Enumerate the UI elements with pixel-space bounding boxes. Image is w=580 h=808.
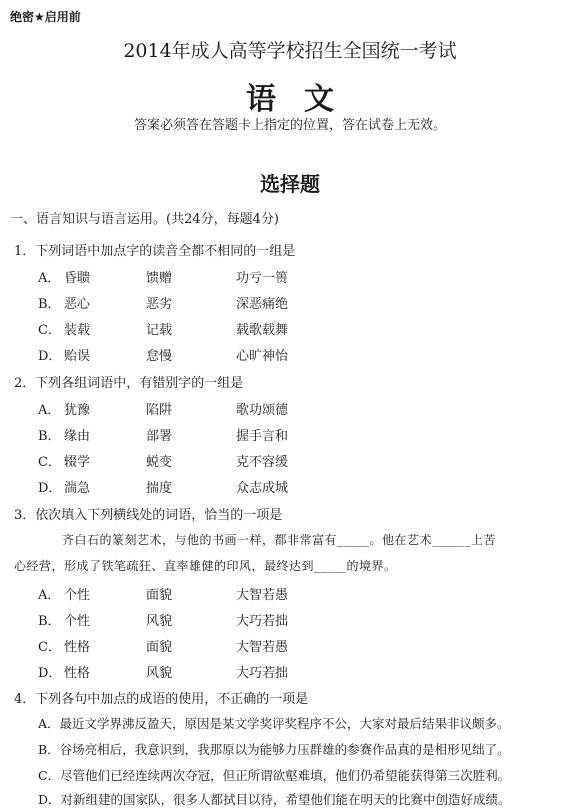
option-sentence-a: A．最近文学界沸反盈天，原因是某文学奖评奖程序不公，大家对最后结果非议颇多。 — [38, 716, 510, 731]
option-letter: C． — [38, 323, 61, 338]
option-sentence-b: B．谷场亮相后，我意识到，我那原以为能够力压群雄的参赛作品真的是相形见绌了。 — [38, 742, 510, 757]
answer-notice: 答案必须答在答题卡上指定的位置，答在试卷上无效。 — [133, 118, 446, 133]
option-letter: C． — [38, 455, 61, 470]
option-word: 深恶痛绝 — [236, 297, 289, 312]
option-word: 心旷神怡 — [236, 349, 289, 364]
option-word: 性格 — [64, 666, 91, 681]
option-letter: B． — [38, 614, 61, 629]
question-stem: 4．下列各句中加点的成语的使用，不正确的一项是 — [14, 692, 309, 707]
section-heading: 选择题 — [260, 172, 320, 196]
option-letter: A． — [38, 271, 61, 286]
option-letter: B． — [38, 297, 61, 312]
question-stem: 1．下列词语中加点字的读音全都不相同的一组是 — [14, 244, 296, 259]
option-word: 面貌 — [146, 588, 173, 603]
option-word: 众志成城 — [236, 481, 289, 496]
option-word: 性格 — [64, 640, 91, 655]
option-word: 恶劣 — [146, 297, 173, 312]
option-word: 载歌载舞 — [236, 323, 289, 338]
option-word: 陷阱 — [146, 403, 173, 418]
option-word: 恶心 — [64, 297, 91, 312]
option-word: 怠慢 — [146, 349, 173, 364]
option-word: 辍学 — [64, 455, 91, 470]
option-word: 克不容缓 — [236, 455, 289, 470]
question-stem: 2．下列各组词语中，有错别字的一组是 — [14, 376, 244, 391]
option-word: 缘由 — [64, 429, 91, 444]
exam-title: 2014年成人高等学校招生全国统一考试 — [123, 40, 457, 62]
subject-title: 语文 — [246, 82, 362, 117]
option-word: 歌功颂德 — [236, 403, 289, 418]
option-letter: D． — [38, 481, 62, 496]
option-word: 馈赠 — [146, 271, 173, 286]
option-word: 面貌 — [146, 640, 173, 655]
option-letter: C． — [38, 640, 61, 655]
option-word: 装载 — [64, 323, 91, 338]
option-sentence-d: D．对新组建的国家队，很多人都拭目以待，希望他们能在明天的比赛中创造好成绩。 — [38, 792, 511, 807]
option-word: 个性 — [64, 614, 91, 629]
option-letter: D． — [38, 349, 62, 364]
passage-line: 心经营，形成了铁笔疏狂、直率雄健的印风，最终达到_____的境界。 — [14, 559, 397, 573]
option-word: 揣度 — [146, 481, 173, 496]
option-letter: A． — [38, 403, 61, 418]
option-letter: D． — [38, 666, 62, 681]
option-word: 蜕变 — [146, 455, 173, 470]
option-word: 握手言和 — [236, 429, 289, 444]
confidential-mark: 绝密★启用前 — [10, 10, 81, 24]
option-word: 部署 — [146, 429, 173, 444]
passage-line: 齐白石的篆刻艺术，与他的书画一样，都非常富有_____。他在艺术______上苦 — [62, 533, 497, 547]
option-word: 大巧若拙 — [236, 614, 289, 629]
option-sentence-c: C．尽管他们已经连续两次夺冠，但正所谓欲壑难填，他们仍希望能获得第三次胜利。 — [38, 768, 511, 783]
option-letter: A． — [38, 588, 61, 603]
option-letter: B． — [38, 429, 61, 444]
option-word: 犹豫 — [64, 403, 91, 418]
option-word: 贻误 — [64, 349, 91, 364]
option-word: 个性 — [64, 588, 91, 603]
option-word: 昏聩 — [64, 271, 91, 286]
option-word: 大智若愚 — [236, 588, 289, 603]
option-word: 记载 — [146, 323, 173, 338]
option-word: 湍急 — [64, 481, 91, 496]
option-word: 风貌 — [146, 666, 173, 681]
question-stem: 3．依次填入下列横线处的词语，恰当的一项是 — [14, 508, 283, 523]
option-word: 风貌 — [146, 614, 173, 629]
option-word: 大巧若拙 — [236, 666, 289, 681]
option-word: 大智若愚 — [236, 640, 289, 655]
part-title: 一、语言知识与语言运用。(共24分，每题4分) — [10, 212, 279, 227]
option-word: 功亏一篑 — [236, 271, 289, 286]
